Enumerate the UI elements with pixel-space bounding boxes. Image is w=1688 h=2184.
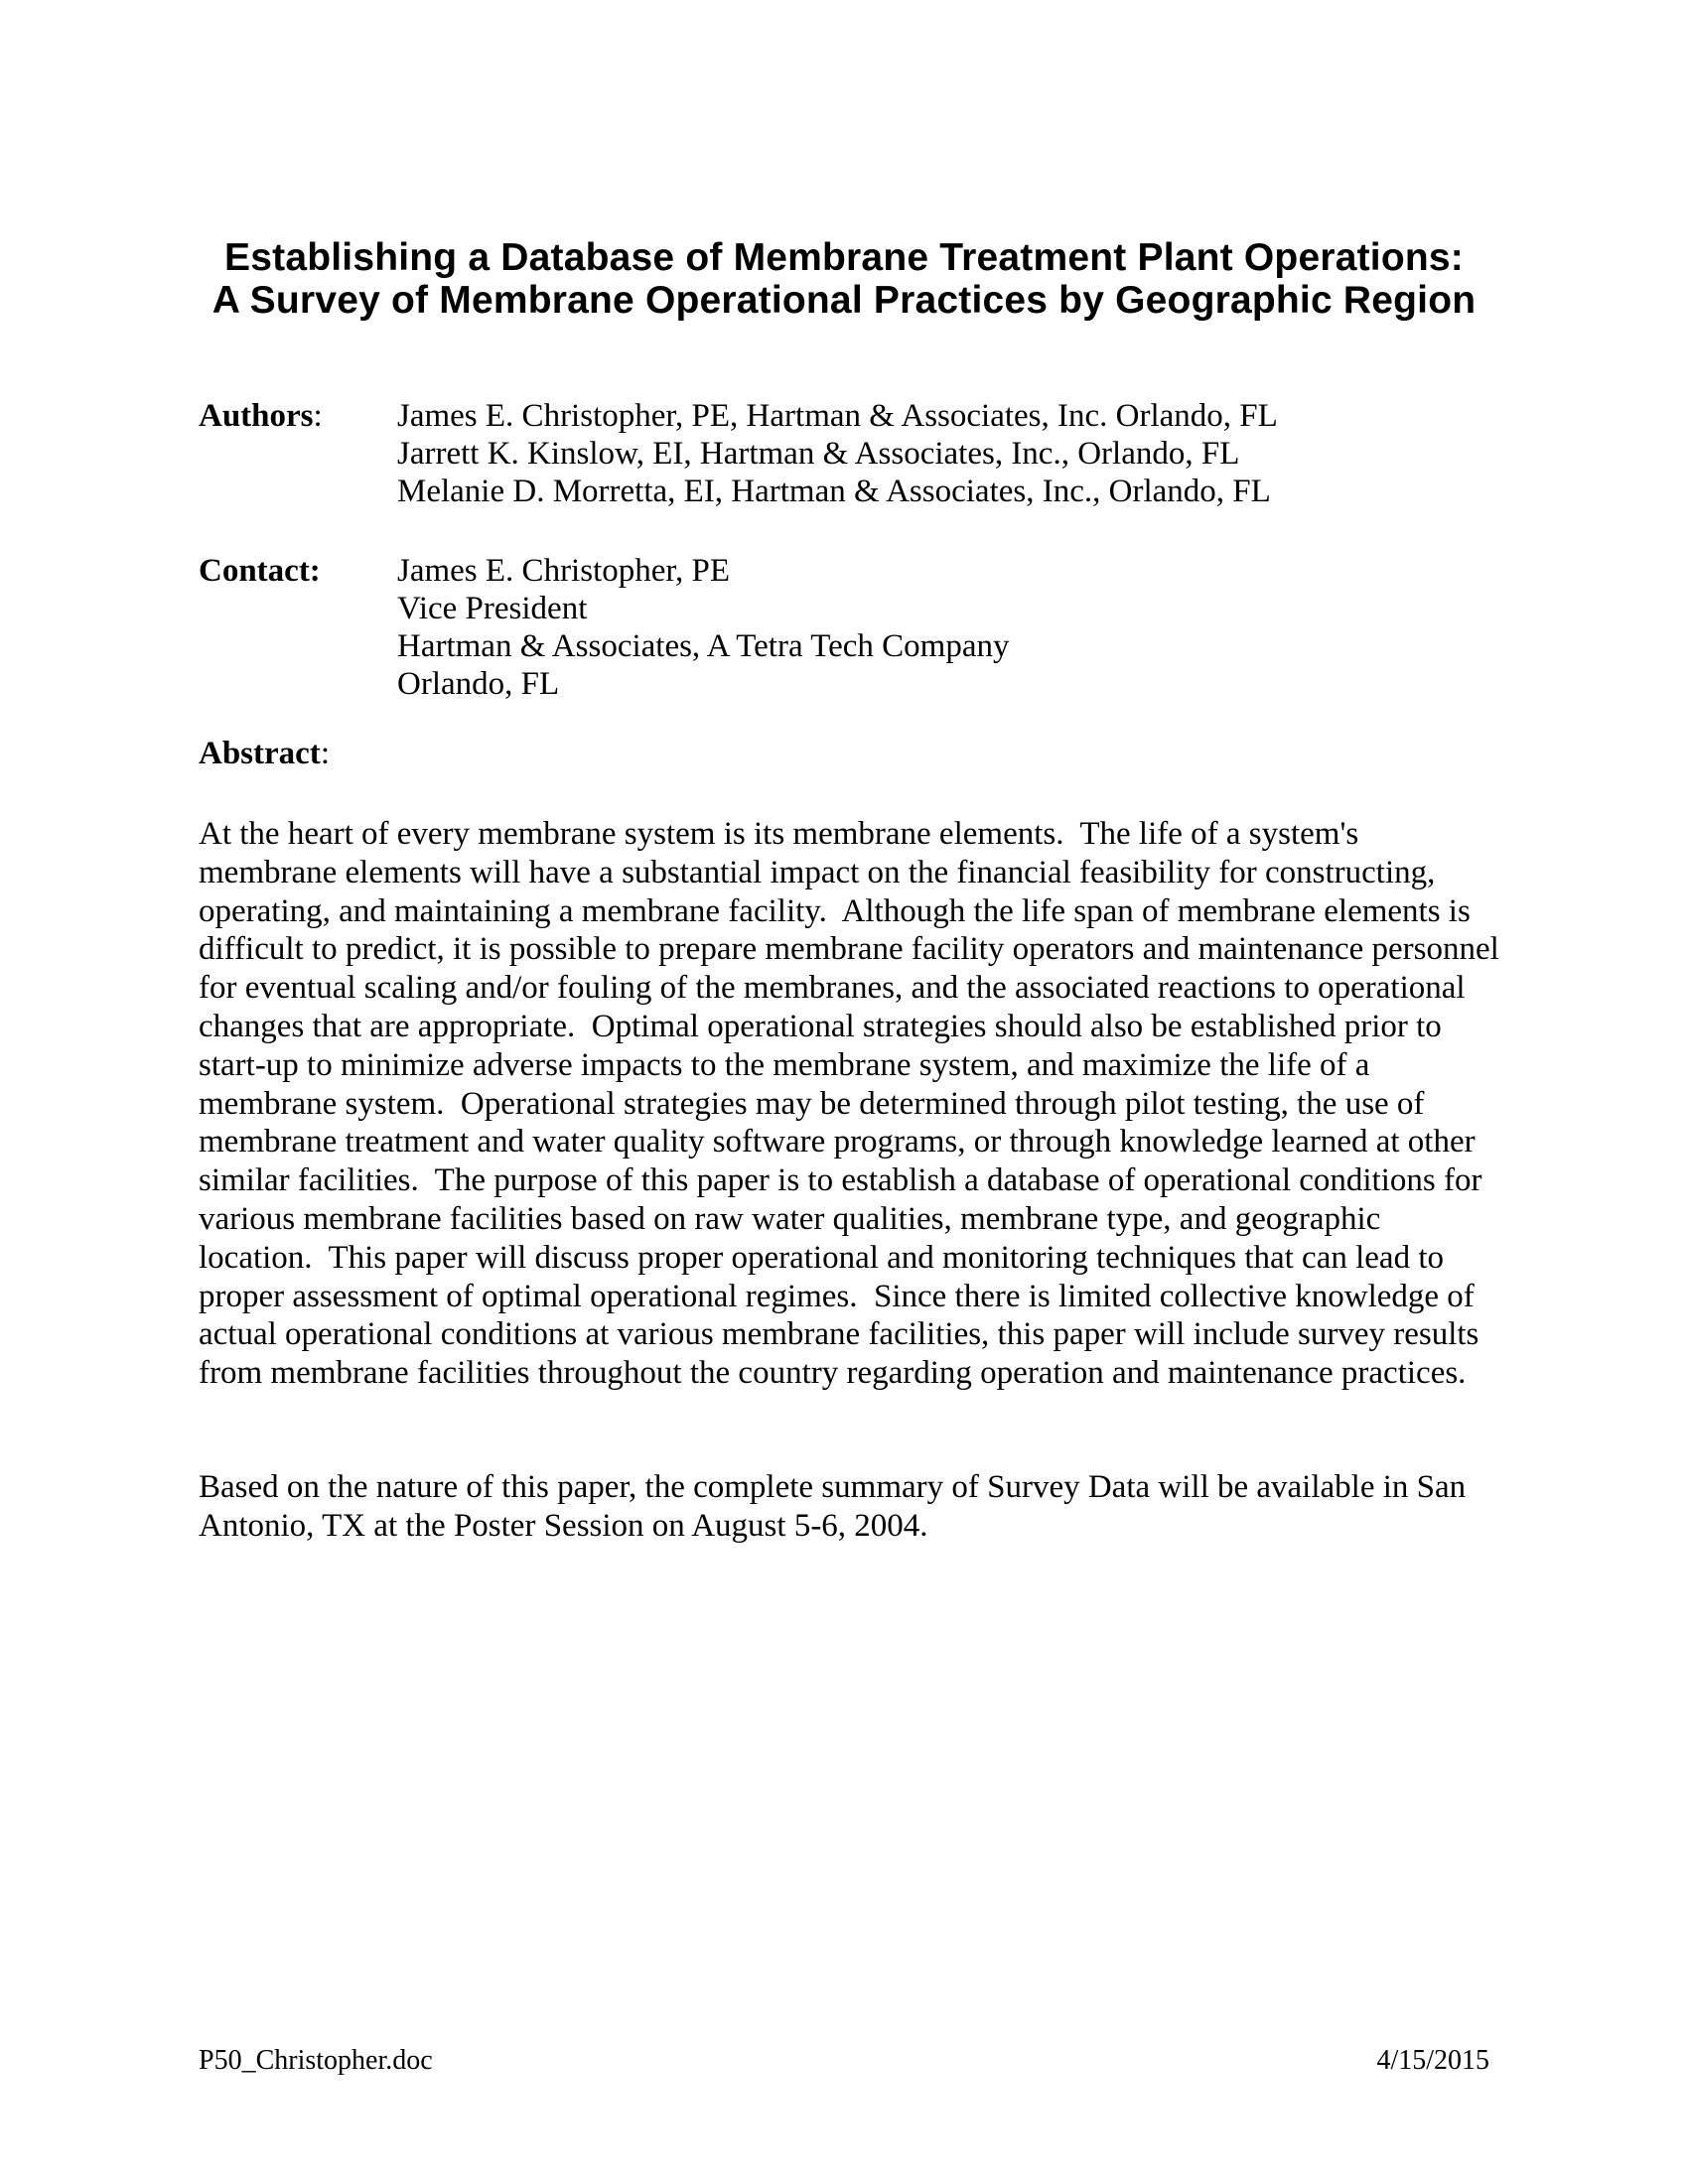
footer-date: 4/15/2015 (1376, 2045, 1489, 2076)
contact-label-text: Contact: (199, 553, 321, 589)
authors-label (199, 397, 397, 510)
paper-title (0, 236, 1688, 322)
footer-filename: P50_Christopher.doc (199, 2045, 433, 2076)
paper-title-line-1: Establishing a Database of Membrane Treatment Plant Operations: (224, 236, 1464, 279)
author-line: Melanie D. Morretta, EI, Hartman & Associates, Inc., Orlando, FL (397, 474, 1271, 509)
contact-line: James E. Christopher, PE (397, 553, 731, 589)
abstract-paragraph-2: Based on the nature of this paper, the complete summary of Survey Data will be available in San Antonio, TX at the Poster Session on August 5-6, 2004. (199, 1469, 1473, 1544)
author-line: Jarrett K. Kinslow, EI, Hartman & Associates, Inc., Orlando, FL (397, 436, 1240, 472)
abstract-heading-text: Abstract (199, 736, 321, 771)
authors-label-colon: : (313, 398, 323, 434)
authors-list (397, 397, 1489, 510)
contact-lines (397, 552, 1489, 703)
authors-label-text: Authors (199, 398, 314, 434)
abstract-heading-colon: : (320, 736, 330, 771)
contact-line: Orlando, FL (397, 666, 560, 702)
contact-section (199, 552, 1489, 703)
paper-title-line-2: A Survey of Membrane Operational Practices by Geographic Region (211, 279, 1477, 322)
author-line: James E. Christopher, PE, Hartman & Associates, Inc. Orlando, FL (397, 398, 1278, 434)
contact-line: Vice President (397, 591, 588, 626)
abstract-paragraph-1: At the heart of every membrane system is its membrane elements. The life of a system's membrane elements will have a substantial impact on the financial feasibility for constructing, operating, and maintaining a membrane facility. Although the life span of membrane elements is difficult to predict, it is possible to prepare membrane facility operators and maintenance personnel for eventual scaling and/or fouling of the membranes, and the associated reactions to operational changes that are appropriate. Optimal operational strategies should also be established prior to start-up to minimize adverse impacts to the membrane system, and maximize the life of a membrane system. Operational strategies may be determined through pilot testing, the use of membrane treatment and water quality software programs, or through knowledge learned at other similar facilities. The purpose of this paper is to establish a database of operational conditions for various membrane facilities based on raw water qualities, membrane type, and geographic location. This paper will discuss proper operational and monitoring techniques that can lead to proper assessment of optimal operational regimes. Since there is limited collective knowledge of actual operational conditions at various membrane facilities, this paper will include survey results from membrane facilities throughout the country regarding operation and maintenance practices. (199, 816, 1508, 1392)
abstract-heading (199, 735, 330, 772)
authors-section (199, 397, 1489, 510)
contact-label (199, 552, 397, 703)
contact-line: Hartman & Associates, A Tetra Tech Company (397, 628, 1010, 664)
